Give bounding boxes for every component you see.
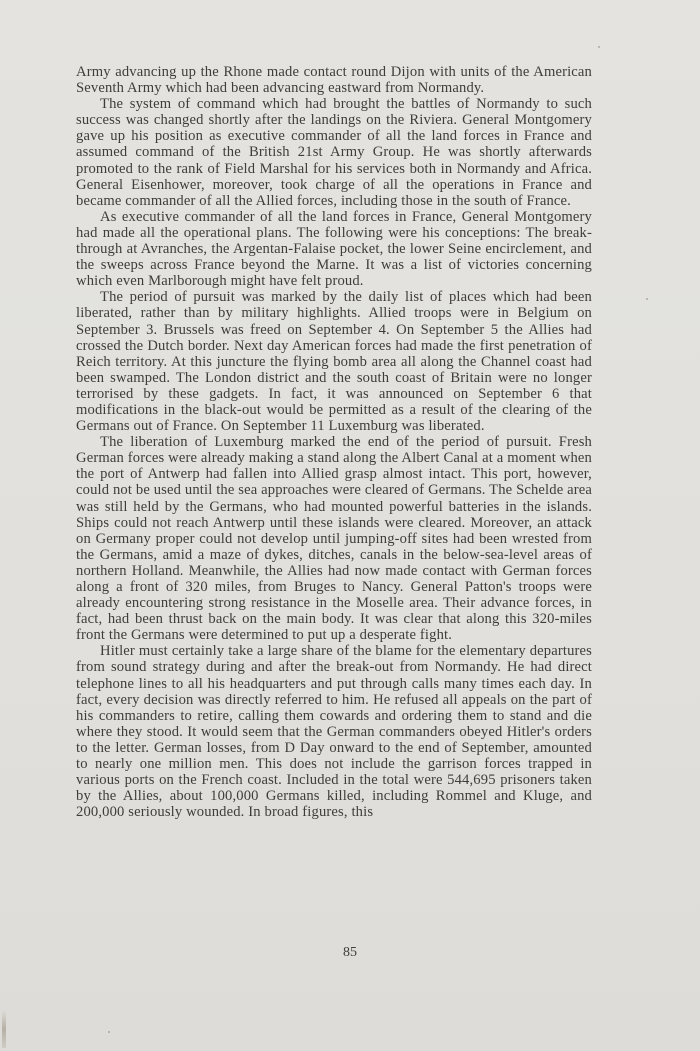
body-text <box>76 64 592 820</box>
page-number: 85 <box>343 945 357 960</box>
paper-speck <box>108 1031 110 1033</box>
paper-speck <box>646 298 648 300</box>
paragraph-3: As executive commander of all the land forces in France, General Montgomery had made all the operational plans. The following were his conceptions: The break-through at Avranches, the Argentan-Falaise pocket, the lower Seine encirclement, and the sweeps across France beyond the Marne. It was a list of victories concerning which even Marlborough might have felt proud. <box>76 208 592 290</box>
paragraph-5: The liberation of Luxemburg marked the end of the period of pursuit. Fresh German forces were already making a stand along the Albert Canal at a moment when the port of Antwerp had fallen into Allied grasp almost intact. This port, however, could not be used until the sea approaches were cleared of Germans. The Schelde area was still held by the Germans, who had mounted powerful batteries in the islands. Ships could not reach Antwerp until these islands were cleared. Moreover, an attack on Germany proper could not develop until jumping-off sites had been wrested from the Germans, amid a maze of dykes, ditches, canals in the below-sea-level areas of northern Holland. Meanwhile, the Allies had now made contact with German forces along a front of 320 miles, from Bruges to Nancy. General Patton's troops were already encountering strong resistance in the Moselle area. Their advance forces, in fact, had been thrust back on the main body. It was clear that along this 320-miles front the Germans were determined to put up a desperate fight. <box>76 434 593 644</box>
paragraph-6: Hitler must certainly take a large share of the blame for the elementary departures from sound strategy during and after the break-out from Normandy. He had direct telephone lines to all his headquarters and put through calls many times each day. In fact, every decision was directly referred to him. He refused all appeals on the part of his commanders to retire, calling them cowards and ordering them to stand and die where they stood. It would seem that the German commanders obeyed Hitler's orders to the letter. German losses, from D Day onward to the end of September, amounted to nearly one million men. This does not include the garrison forces trapped in various ports on the French coast. Included in the total were 544,695 prisoners taken by the Allies, about 100,000 Germans killed, including Rommel and Kluge, and 200,000 seriously wounded. In broad figures, this <box>76 643 592 821</box>
binding-edge-mark <box>2 1010 6 1048</box>
paper-speck <box>598 46 600 48</box>
paragraph-4: The period of pursuit was marked by the daily list of places which had been liberated, rather than by military highlights. Allied troops were in Belgium on September 3. Brussels was freed on September 4. On September 5 the Allies had crossed the Dutch border. Next day American forces had made the first penetration of Reich territory. At this juncture the flying bomb area all along the Channel coast had been swamped. The London district and the south coast of Britain were no longer terrorised by these gadgets. In fact, it was announced on September 6 that modifications in the black-out would be permitted as a result of the clearing of the Germans out of France. On September 11 Luxemburg was liberated. <box>76 289 592 435</box>
paragraph-2: The system of command which had brought the battles of Normandy to such success was changed shortly after the landings on the Riviera. General Montgomery gave up his position as executive commander of all the land forces in France and assumed command of the British 21st Army Group. He was shortly afterwards promoted to the rank of Field Marshal for his services both in Normandy and Africa. General Eisenhower, moreover, took charge of all the operations in France and became commander of all the Allied forces, including those in the south of France. <box>76 96 592 209</box>
paragraph-1: Army advancing up the Rhone made contact round Dijon with units of the American Seventh Army which had been advancing eastward from Normandy. <box>76 64 592 97</box>
